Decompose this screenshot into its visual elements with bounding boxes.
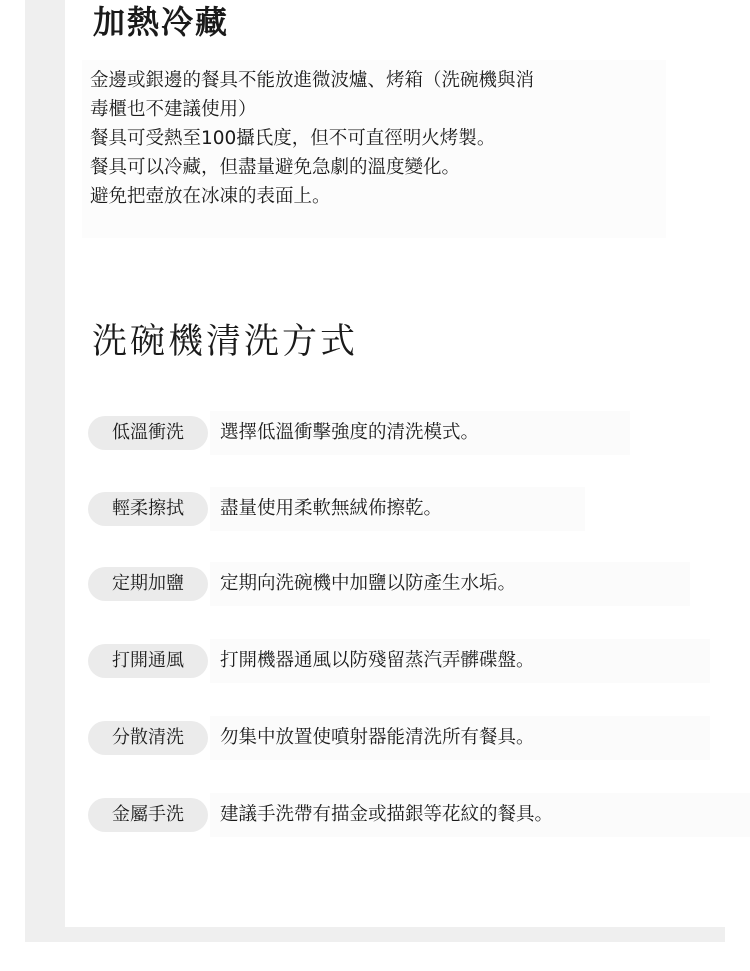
method-tag-badge: 定期加鹽 [88, 567, 208, 601]
method-description: 勿集中放置使噴射器能清洗所有餐具。 [220, 727, 535, 748]
method-description: 打開機器通風以防殘留蒸汽弄髒碟盤。 [220, 650, 535, 671]
heat-note-line: 餐具可以冷藏，但盡量避免急劇的溫度變化。 [90, 157, 461, 178]
dishwasher-section-title: 洗碗機清洗方式 [92, 322, 359, 362]
method-tag-badge: 打開通風 [88, 644, 208, 678]
heat-notes [90, 66, 670, 211]
method-tag-badge: 分散清洗 [88, 721, 208, 755]
heat-note-line: 金邊或銀邊的餐具不能放進微波爐、烤箱（洗碗機與消 [90, 70, 535, 91]
heat-note-line: 餐具可受熱至100攝氏度，但不可直徑明火烤製。 [90, 128, 496, 149]
method-tag-badge: 金屬手洗 [88, 798, 208, 832]
method-tag-badge: 輕柔擦拭 [88, 492, 208, 526]
heat-note-line: 毒櫃也不建議使用） [90, 99, 257, 120]
heat-note-line: 避免把壺放在冰凍的表面上。 [90, 186, 331, 207]
heat-section-title: 加熱冷藏 [93, 3, 230, 41]
method-description: 建議手洗帶有描金或描銀等花紋的餐具。 [220, 804, 554, 825]
method-description: 盡量使用柔軟無絨佈擦乾。 [220, 498, 443, 519]
method-description: 選擇低溫衝擊強度的清洗模式。 [220, 422, 480, 443]
method-description: 定期向洗碗機中加鹽以防產生水垢。 [220, 573, 517, 594]
method-tag-badge: 低溫衝洗 [88, 416, 208, 450]
